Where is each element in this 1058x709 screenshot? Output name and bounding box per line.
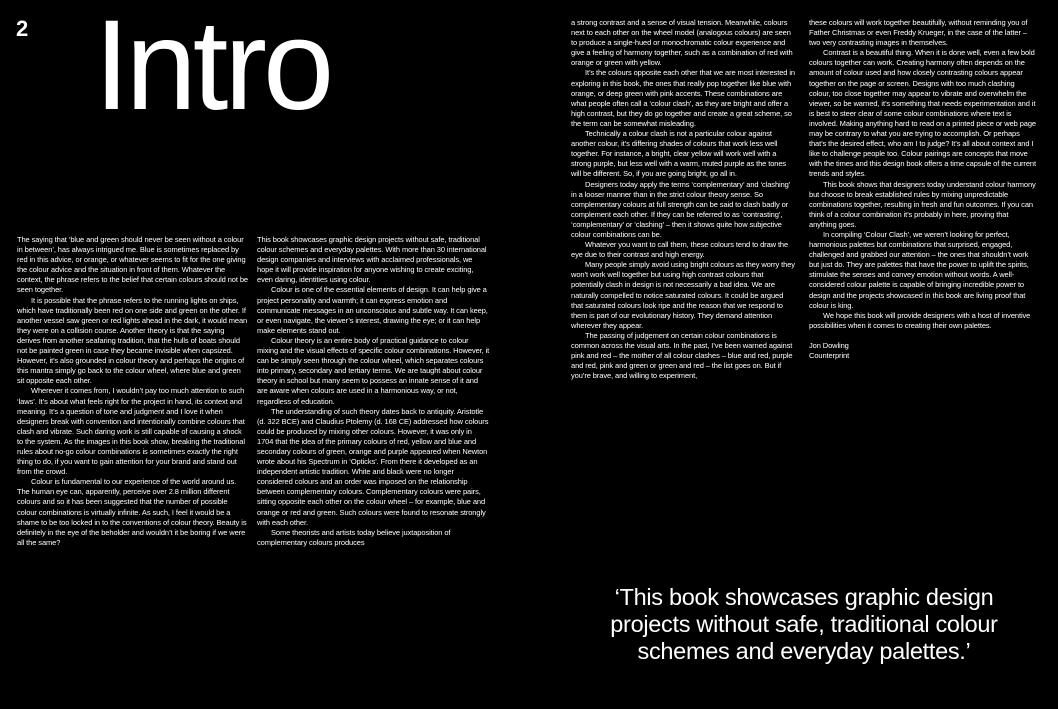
paragraph: Colour theory is an entire body of practical guidance to colour mixing and the visual effects of specific colour combinations. However, it can be simply seen through the colour wheel, which separates colours into primary, secondary and tertiary terms. We are taught about colour theory in school but many seem to possess an innate sense of it and are aware when colours are used in a harmonious way, or not, regardless of education.	[257, 335, 490, 406]
paragraph: The saying that ‘blue and green should never be seen without a colour in between’, has always intrigued me. Blue is sometimes replaced by red in this advice, or orange, or whatever seems to fit for the one giving the colour advice and the situation in front of them. Whatever the context, the phrase refers to the belief that certain colours should not be seen together.	[17, 235, 248, 295]
paragraph: This book shows that designers today understand colour harmony but choose to break established rules by mixing unpredictable combinations together, resulting in fresh and fun outcomes. If you can think of a colour combination it’s probably in here, proving that anything goes.	[809, 179, 1036, 229]
text-column-1	[17, 235, 248, 548]
paragraph: It is possible that the phrase refers to the running lights on ships, which have traditionally been red on one side and green on the other. If another vessel saw green or red lights ahead in the dark, it would mean they were on a collision course. Another theory is that the saying derives from another seafaring tradition, that the hulls of boats should not be painted green in case they became invisible when capsized. However, it’s also grounded in colour theory and perhaps the origins of this mantra simply go back to the colour wheel, where blue and green sit opposite each other.	[17, 295, 248, 386]
text-column-2	[257, 235, 490, 548]
paragraph: We hope this book will provide designers with a host of inventive possibilities when it comes to creating their own palettes.	[809, 310, 1031, 330]
paragraph: these colours will work together beautifully, without reminding you of Father Christmas or even Freddy Krueger, in the case of the latter – two very contrasting images in themselves.	[809, 18, 1028, 48]
paragraph: Designers today apply the terms ‘complementary’ and ‘clashing’ in a looser manner than in the strict colour theory sense. So complementary colours at full strength can be said to clash badly or complement each other. If they can be referred to as ‘contrasting’, ‘complementary’ or ‘clashing’ – then it shows quite how subjective colour combinations can be.	[571, 179, 791, 239]
paragraph: Some theorists and artists today believe juxtaposition of complementary colours produces	[257, 527, 451, 547]
paragraph: Whatever you want to call them, these colours tend to draw the eye due to their contrast and high energy.	[571, 240, 789, 260]
text-column-4	[809, 18, 1037, 361]
paragraph: a strong contrast and a sense of visual tension. Meanwhile, colours next to each other on the wheel model (analogous colours) are seen to produce a single-hued or monochromatic colour experience and give a feeling of harmony together, such as a combination of red with orange or green with yellow.	[571, 18, 793, 68]
author-organization: Counterprint	[809, 351, 850, 360]
paragraph: In compiling ‘Colour Clash’, we weren’t looking for perfect, harmonious palettes but combinations that surprised, engaged, challenged and grabbed our attention – the ones that shouldn’t work but just do. They are palettes that have the power to uplift the spirits, stimulate the senses and convey emotion without words. A well-considered colour palette is capable of bringing incredible power to design and the projects showcased in this book are living proof that colour is king.	[809, 229, 1029, 310]
paragraph: Colour is one of the essential elements of design. It can help give a project personality and warmth; it can express emotion and communicate messages in an unconscious and subtle way. It can keep, or even navigate, the viewer’s interest, drawing the eye; or it can help make elements stand out.	[257, 285, 488, 335]
paragraph: The understanding of such theory dates back to antiquity. Aristotle (d. 322 BCE) and Claudius Ptolemy (d. 168 CE) addressed how colours could be produced by mixing other colours. However, it was only in 1704 that the idea of the primary colours of red, yellow and blue and secondary colours of green, orange and purple appeared when Newton wrote about his Spectrum in ‘Opticks’. From there it developed as an independent artistic tradition. White and black were no longer considered colours and an order was imposed on the relationship between complementary colours. Complementary colours were pairs, sitting opposite each other on the colour wheel – for example, blue and orange or red and green. Such colours were found to resonate strongly with each other.	[257, 406, 489, 527]
paragraph: This book showcases graphic design projects without safe, traditional colour schemes and everyday palettes. With more than 30 international design companies and interviews with acclaimed professionals, we hope it will provide inspiration for anyone wishing to create exciting, even daring, identities using colour.	[257, 235, 487, 285]
paragraph: Technically a colour clash is not a particular colour against another colour, it’s differing shades of colours that work less well together. For instance, a bright, clear yellow will work well with a strong purple, but less well with a warm, muted purple as the tones will be different. So, if you are going bright, go all in.	[571, 129, 787, 179]
paragraph: It’s the colours opposite each other that we are most interested in exploring in this book, the ones that really pop together like blue with orange, or deep green with pink accents. These combinations are what people often call a ‘colour clash’, as they are bright and offer a high contrast, but they do go together and create a great scheme, so the term can be somewhat misleading.	[571, 68, 795, 128]
pull-quote: ‘This book showcases graphic design projects without safe, traditional colour schemes and everyday palettes.’	[610, 584, 998, 664]
page-title: Intro	[94, 0, 331, 137]
paragraph: Colour is fundamental to our experience of the world around us. The human eye can, apparently, perceive over 2.8 million different colours and so it has been suggested that the number of possible colour combinations is virtually infinite. As such, I feel it would be a shame to be too locked in to the conventions of colour theory. Beauty is definitely in the eye of the beholder and wouldn’t it be boring if we were all the same?	[17, 477, 247, 547]
text-column-3	[571, 18, 795, 381]
author-signature	[809, 341, 1037, 361]
page-number: 2	[16, 16, 29, 41]
paragraph: The passing of judgement on certain colour combinations is common across the visual arts. In the past, I’ve been warned against pink and red – the mother of all colour clashes – blue and red, purple and red, pink and green or green and red – the list goes on. But if you’re brave, and willing to experiment,	[571, 330, 793, 381]
paragraph: Wherever it comes from, I wouldn’t pay too much attention to such ‘laws’. It’s about what feels right for the project in hand, its context and meaning. It’s a question of tone and judgment and I love it when designers break with convention and intentionally combine colours that clash and vibrate. Such daring work is still capable of causing a shock to the system. As the images in this book show, breaking the traditional rules about no-go colour combinations is sometimes exactly the right thing to do, if you want to gain attention for your brand and stand out from the crowd.	[17, 386, 245, 477]
author-name: Jon Dowling	[809, 340, 849, 350]
paragraph: Contrast is a beautiful thing. When it is done well, even a few bold colours together can work. Creating harmony often depends on the amount of colour used and how closely contrasting colours appear together on the page or screen. Designs with too much clashing colour, too close together may appear to vibrate and overwhelm the viewer, so be warned, it’s something that needs experimentation and it is best to steer clear of some colour combinations where text is involved. Making anything hard to read on a printed piece or web page may be contrary to what you are trying to accomplish. Or perhaps that’s the desired effect, who am I to judge? It’s all about context and I like to challenge people too. Colour pairings are concepts that move with the times and this design book offers a time capsule of the current trends and styles.	[809, 48, 1037, 179]
paragraph: Many people simply avoid using bright colours as they worry they won’t work well together but using high contrast colours that potentially clash in design is not necessarily a bad idea. We are naturally compelled to notice saturated colours. It could be argued that saturated colours look ripe and the reason that we respond to them is part of our evolutionary history. They demand attention wherever they appear.	[571, 260, 795, 330]
